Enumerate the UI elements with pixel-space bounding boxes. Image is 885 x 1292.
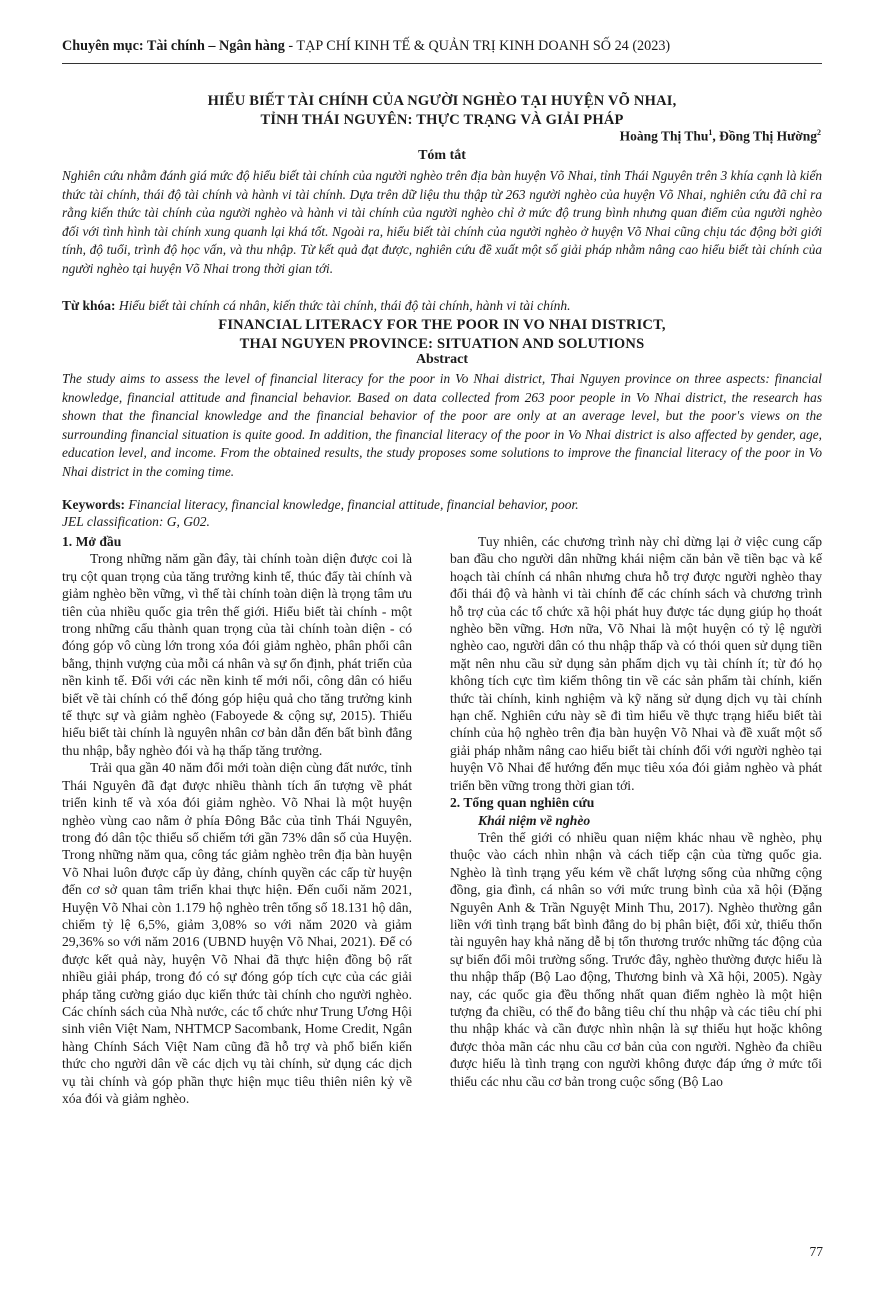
abstract-vi-text: Nghiên cứu nhằm đánh giá mức độ hiểu biết tài chính của người nghèo trên địa bàn huyện Võ Nhai, tỉnh Thái Nguyên trên 3 khía cạnh là kiến thức tài chính, thái độ tài chính và hành vi tài chính. Dựa trên dữ liệu thu thập từ 263 người nghèo của huyện Võ Nhai, nghiên cứu đã chỉ ra rằng kiến thức tài chính của người nghèo và hành vi tài chính của người nghèo chỉ ở mức độ trung bình nhưng quan điểm của người nghèo đối với tình hình tài chính xung quanh lại khá tốt. Ngoài ra, hiểu biết tài chính của người nghèo ở huyện Võ Nhai cũng chịu tác động bởi giới tính, độ tuổi, trình độ học vấn, và thu nhập. Từ kết quả đạt được, nghiên cứu đề xuất một số giải pháp nhằm nâng cao hiểu biết tài chính của người nghèo tại huyện Võ Nhai trong thời gian tới. [62,168,822,276]
title-vi [62,92,822,130]
keywords-en [62,495,822,514]
section-1-heading: 1. Mở đầu [62,534,122,549]
title-vi-line1: HIỂU BIẾT TÀI CHÍNH CỦA NGƯỜI NGHÈO TẠI HUYỆN VÕ NHAI, [207,93,677,109]
header-rule [62,63,822,64]
keywords-vi [62,296,822,315]
authors [620,128,821,145]
subsection-heading: Khái niệm về nghèo [478,812,591,828]
left-paragraph-2: Trải qua gần 40 năm đổi mới toàn diện cùng đất nước, tỉnh Thái Nguyên đã đạt được nhiều thành tích ấn tượng về phát triển kinh tế và xóa đói giảm nghèo. Võ Nhai là một huyện nghèo vùng cao nằm ở phía Đông Bắc của tỉnh Thái Nguyên, trong đó dân tộc thiểu số chiếm tới gần 73% dân số của Huyện. Trong những năm qua, công tác giảm nghèo trên địa bàn huyện Võ Nhai luôn được cấp ủy đảng, chính quyền các cấp từ huyện đến cơ sở quan tâm triển khai thực hiện. Đến cuối năm 2021, Huyện Võ Nhai còn 1.179 hộ nghèo trên tổng số 18.131 hộ dân, chiếm tỷ lệ 6,5%, giảm 3,08% so với năm 2020 và giảm 29,36% so với năm 2016 (UBND huyện Võ Nhai, 2021). Để có được kết quả này, huyện Võ Nhai đã thực hiện đồng bộ rất nhiều giải pháp, trong đó có sự đóng góp tích cực của các giải pháp tăng cường giáo dục kiến thức tài chính cho người nghèo. Các chính sách của Nhà nước, các tổ chức như Trung Ương Hội sinh viên Việt Nam, NHTMCP Sacombank, Home Credit, Ngân hàng Chính Sách Việt Nam cũng đã hỗ trợ và phổ biến kiến thức cho người dân về các dịch vụ tài chính, sử dụng các dịch vụ tài chính và góp phần thực hiện mục tiêu thiên niên kỷ về xóa đói và giảm nghèo. [62,760,412,1106]
author-2-affiliation: 2 [817,128,821,137]
author-2: Đồng Thị Hường [719,128,817,144]
left-column [62,533,412,1107]
keywords-en-value: Financial literacy, financial knowledge, financial attitude, financial behavior, poor. [125,497,579,512]
running-header [62,38,822,55]
right-paragraph-2: Trên thế giới có nhiều quan niệm khác nhau về nghèo, phụ thuộc vào cách nhìn nhận và cách tiếp cận của từng quốc gia. Nghèo là tình trạng yếu kém về chất lượng sống của những cộng đồng, gia đình, cá nhân so với mức trung bình của xã hội (Đặng Nguyên Anh & Trần Nguyệt Minh Thu, 2017). Nghèo thường gắn liền với tình trạng bất bình đẳng do bị phân biệt, đối xử, thiếu thốn tài nguyên hay khả năng dễ bị tổn thương trước những tác động của sự biến đổi môi trường sống. Trước đây, nghèo thường được hiểu là thu nhập thấp (Bộ Lao động, Thương binh và Xã hội, 2005). Ngày nay, các quốc gia đều thống nhất quan điểm nghèo là một hiện tượng đa chiều, có thể đo bằng tiêu chí thu nhập và các tiêu chí phi thu nhập khác và cần được nhìn nhận là sự thiếu hụt hoặc không được thỏa mãn các nhu cầu cơ bản của con người. Nghèo đa chiều được hiểu là tình trạng con người không được đáp ứng ở mức tối thiểu các nhu cầu cơ bản trong cuộc sống (Bộ Lao [450,829,822,1089]
section-2-heading: 2. Tổng quan nghiên cứu [450,795,595,811]
title-en-line2: THAI NGUYEN PROVINCE: SITUATION AND SOLUTIONS [239,336,645,352]
abstract-en-heading: Abstract [415,352,469,367]
journal-name: - TẠP CHÍ KINH TẾ & QUẢN TRỊ KINH DOANH SỐ 24 (2023) [284,38,671,54]
page-number: 77 [809,1244,823,1259]
right-paragraph-1: Tuy nhiên, các chương trình này chỉ dừng lại ở việc cung cấp ban đầu cho người dân những khái niệm căn bản về tiền bạc và kế hoạch tài chính cá nhân nhưng chưa hỗ trợ được người nghèo thay đổi thái độ và hành vi tài chính để các chính sách và chương trình hỗ trợ của các tổ chức xã hội phát huy được tác dụng giúp họ thoát nghèo bền vững. Hơn nữa, Võ Nhai là một huyện có tỷ lệ người nghèo cao, người dân có thu nhập thấp và có thói quen sử dụng tiền mặt nên nhu cầu sử dụng sản phẩm dịch vụ tài chính ít; từ đó họ không tích cực tìm kiếm thông tin về các sản phẩm tài chính, kiến thức tài chính, kinh nghiệm và kỹ năng sử dụng dịch vụ tài chính hạn chế. Nghiên cứu này sẽ đi tìm hiểu về thực trạng hiểu biết tài chính của hộ nghèo trên địa bàn huyện Võ Nhai và đề xuất một số giải pháp nhằm nâng cao hiểu biết tài chính đối với người nghèo tại huyện Võ Nhai để hướng đến mục tiêu xóa đói giảm nghèo và phát triển bền vững trong thời gian tới. [450,534,822,793]
abstract-en-text: The study aims to assess the level of financial literacy for the poor in Vo Nhai district, Thai Nguyen province on three aspects: financial knowledge, financial attitude and financial behavior. Based on data collected from 263 poor people in Vo Nhai district, the research has shown that the financial knowledge and the financial behavior of the poor are only at an average level, but the poor's views on the surrounding financial situation is quite good. In addition, the financial literacy of the poor in Vo Nhai district is also affected by gender, age, education level, and income. From the obtained results, the study proposes some solutions to improve the financial literacy of the poor in Vo Nhai district in the coming time. [62,371,822,479]
section-label: Chuyên mục: Tài chính – Ngân hàng [62,38,285,54]
author-1: Hoàng Thị Thu [619,128,709,144]
keywords-vi-value: Hiểu biết tài chính cá nhân, kiến thức tài chính, thái độ tài chính, hành vi tài chính. [115,298,571,313]
abstract-vi-heading: Tóm tắt [418,148,466,163]
right-column [450,533,822,1090]
keywords-en-label: Keywords: [62,497,125,512]
author-separator: , [712,128,720,144]
title-en-line1: FINANCIAL LITERACY FOR THE POOR IN VO NHAI DISTRICT, [218,317,666,333]
author-1-affiliation: 1 [708,128,713,137]
title-vi-line2: TỈNH THÁI NGUYÊN: THỰC TRẠNG VÀ GIẢI PHÁP [260,112,624,128]
title-en [62,316,822,354]
keywords-vi-label: Từ khóa: [62,298,116,313]
jel-classification: JEL classification: G, G02. [62,514,210,529]
left-paragraph-1: Trong những năm gần đây, tài chính toàn diện được coi là trụ cột quan trọng của tăng trưởng kinh tế, thúc đẩy tài chính và giảm nghèo bền vững, vì thế tài chính toàn diện là trọng tâm ưu tiên của nhiều quốc gia trên thế giới. Hiểu biết tài chính - một trong những cấu thành quan trọng của tài chính toàn diện - có đóng góp vô cùng lớn trong xóa đói giảm nghèo, phân phối cân bằng, thịnh vượng của mỗi cá nhân và sự ổn định, phát triển của nền kinh tế. Đối với các nền kinh tế mới nổi, công dân có hiểu biết về tài chính có thể đóng góp hiệu quả cho tăng trưởng kinh tế thực sự và giảm nghèo (Faboyede & cộng sự, 2015). Thiếu hiểu biết tài chính là nguyên nhân cơ bản dẫn đến bất bình đẳng thu nhập, bẫy nghèo đói và hạ thấp tăng trưởng. [62,551,412,758]
